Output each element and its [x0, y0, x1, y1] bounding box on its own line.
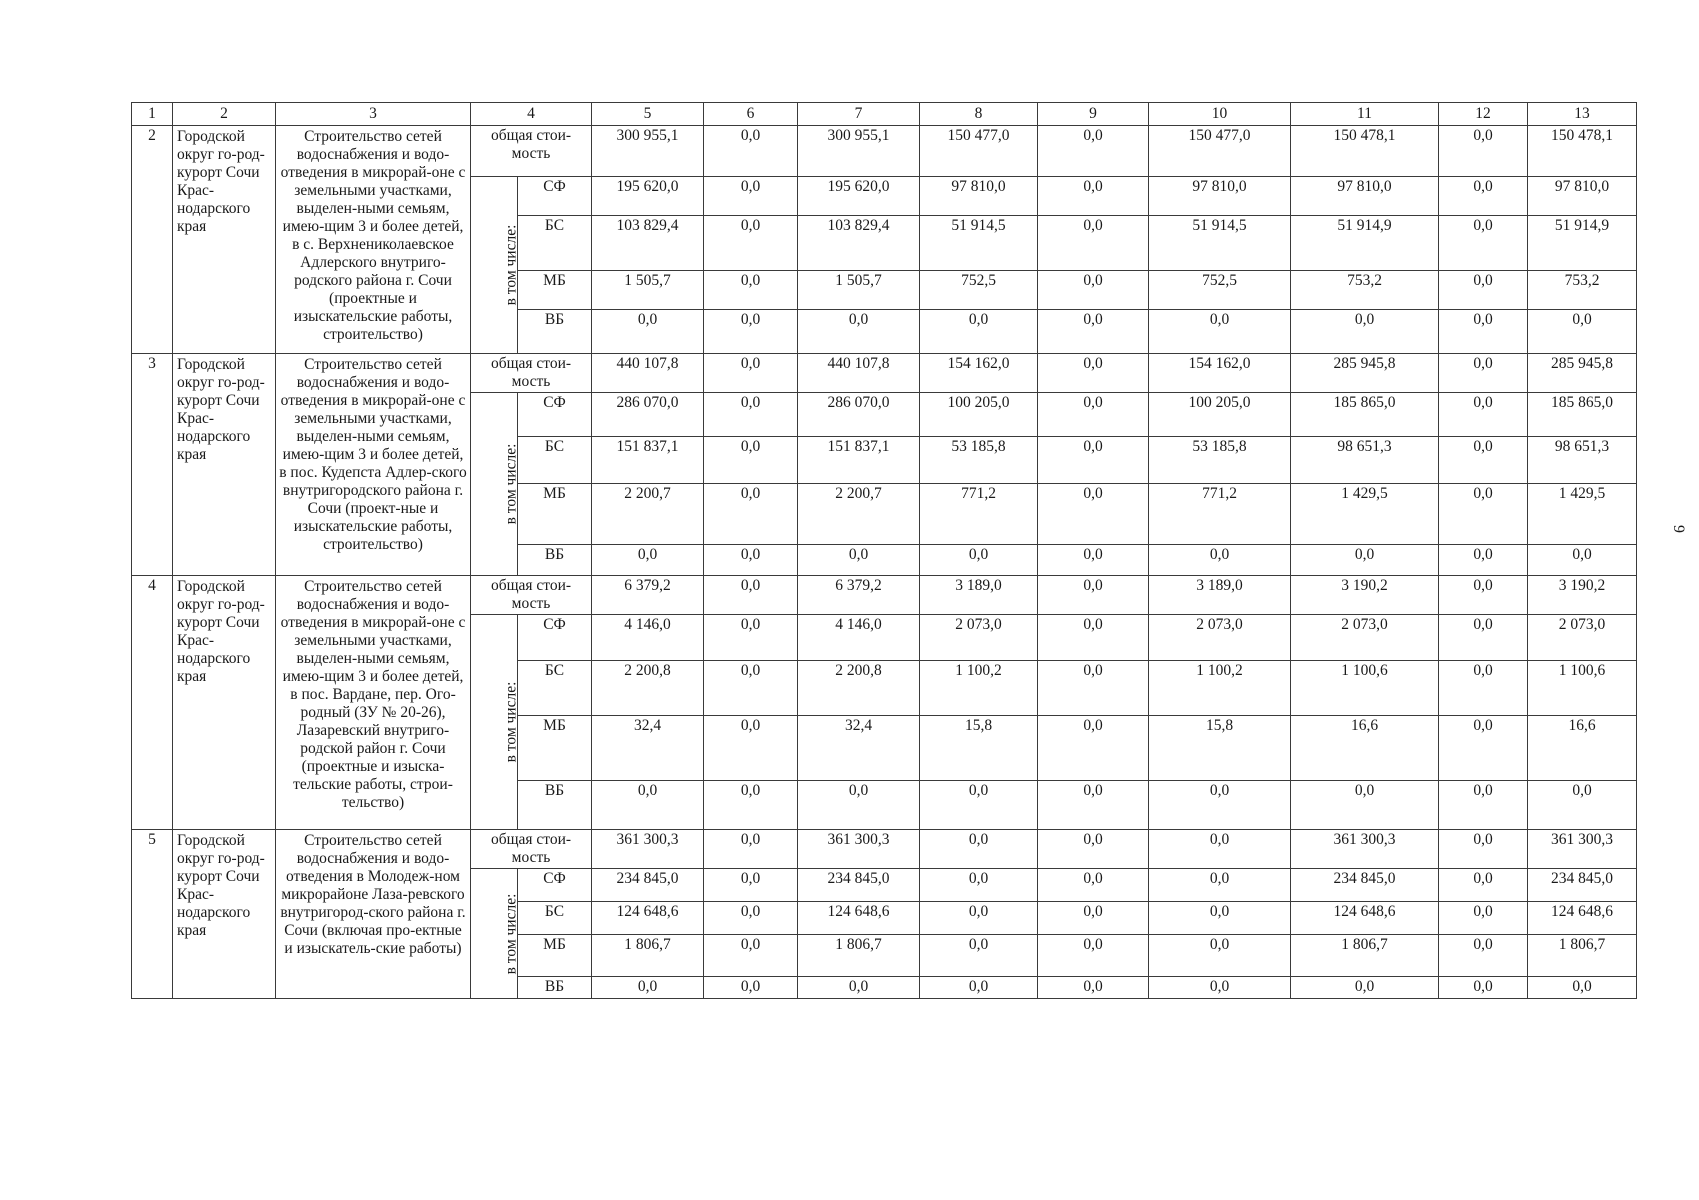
value-cell: 0,0	[1038, 977, 1149, 999]
value-cell: 53 185,8	[920, 437, 1038, 484]
value-cell: 361 300,3	[1528, 830, 1637, 869]
value-cell: 0,0	[1149, 830, 1291, 869]
value-cell: 0,0	[704, 310, 798, 354]
object-row-total	[132, 830, 1637, 869]
funding-source: МБ	[518, 484, 592, 545]
value-cell: 1 429,5	[1528, 484, 1637, 545]
value-cell: 154 162,0	[920, 354, 1038, 393]
value-cell: 0,0	[1528, 545, 1637, 576]
row-number: 3	[132, 354, 173, 576]
value-cell: 0,0	[798, 545, 920, 576]
page-number: 9	[1670, 525, 1687, 533]
value-cell: 0,0	[1291, 781, 1439, 830]
value-cell: 16,6	[1528, 716, 1637, 781]
value-cell: 1 806,7	[1291, 935, 1439, 977]
value-cell: 771,2	[1149, 484, 1291, 545]
value-cell: 0,0	[1291, 977, 1439, 999]
value-cell: 0,0	[1149, 869, 1291, 902]
value-cell: 124 648,6	[1291, 902, 1439, 935]
funding-source: СФ	[518, 869, 592, 902]
value-cell: 51 914,5	[920, 216, 1038, 271]
funding-source: БС	[518, 661, 592, 716]
value-cell: 1 806,7	[798, 935, 920, 977]
value-cell: 154 162,0	[1149, 354, 1291, 393]
object-description: Строительство сетей водоснабжения и водо-отведения в микрорай-оне с земельными участками, выделен-ными семьям, имею-щим 3 и более детей, в пос. Вардане, пер. Ого-родный (ЗУ № 20-26), Лазаревский внутриго-родской район г. Сочи (проектные и изыска-тельские работы, строи-тельство)	[276, 576, 471, 830]
value-cell: 0,0	[592, 310, 704, 354]
value-cell: 0,0	[1439, 977, 1528, 999]
value-cell: 0,0	[704, 615, 798, 661]
value-cell: 0,0	[1038, 902, 1149, 935]
value-cell: 286 070,0	[592, 393, 704, 437]
value-cell: 0,0	[704, 393, 798, 437]
value-cell: 0,0	[1439, 271, 1528, 310]
funding-source: ВБ	[518, 545, 592, 576]
value-cell: 752,5	[1149, 271, 1291, 310]
row-number: 2	[132, 126, 173, 354]
value-cell: 440 107,8	[798, 354, 920, 393]
value-cell: 300 955,1	[798, 126, 920, 177]
value-cell: 124 648,6	[1528, 902, 1637, 935]
value-cell: 0,0	[1439, 393, 1528, 437]
value-cell: 285 945,8	[1528, 354, 1637, 393]
value-cell: 0,0	[920, 977, 1038, 999]
value-cell: 6 379,2	[592, 576, 704, 615]
value-cell: 97 810,0	[920, 177, 1038, 216]
value-cell: 753,2	[1528, 271, 1637, 310]
col-header: 8	[920, 103, 1038, 126]
region-cell: Городской округ го-род-курорт Сочи Крас-нодарского края	[173, 126, 276, 354]
funding-source: ВБ	[518, 310, 592, 354]
value-cell: 3 190,2	[1528, 576, 1637, 615]
value-cell: 98 651,3	[1291, 437, 1439, 484]
value-cell: 2 073,0	[1528, 615, 1637, 661]
value-cell: 0,0	[1439, 354, 1528, 393]
object-description: Строительство сетей водоснабжения и водо-отведения в микрорай-оне с земельными участками, выделен-ными семьям, имею-щим 3 и более детей, в пос. Кудепста Адлер-ского внутригородского района г. Сочи (проект-ные и изыскательские работы, строительство)	[276, 354, 471, 576]
value-cell: 0,0	[1038, 216, 1149, 271]
value-cell: 3 189,0	[920, 576, 1038, 615]
value-cell: 1 505,7	[798, 271, 920, 310]
value-cell: 0,0	[1038, 781, 1149, 830]
value-cell: 0,0	[1038, 935, 1149, 977]
funding-source: ВБ	[518, 977, 592, 999]
value-cell: 0,0	[704, 177, 798, 216]
value-cell: 0,0	[1149, 977, 1291, 999]
value-cell: 0,0	[704, 935, 798, 977]
value-cell: 0,0	[1038, 869, 1149, 902]
value-cell: 195 620,0	[798, 177, 920, 216]
value-cell: 0,0	[1439, 545, 1528, 576]
value-cell: 440 107,8	[592, 354, 704, 393]
value-cell: 51 914,9	[1291, 216, 1439, 271]
funding-source: БС	[518, 216, 592, 271]
value-cell: 0,0	[1149, 310, 1291, 354]
value-cell: 0,0	[1038, 437, 1149, 484]
value-cell: 0,0	[704, 354, 798, 393]
value-cell: 2 200,7	[592, 484, 704, 545]
value-cell: 0,0	[704, 576, 798, 615]
value-cell: 1 429,5	[1291, 484, 1439, 545]
col-header: 6	[704, 103, 798, 126]
col-header: 3	[276, 103, 471, 126]
value-cell: 51 914,5	[1149, 216, 1291, 271]
value-cell: 0,0	[1439, 781, 1528, 830]
value-cell: 0,0	[1038, 310, 1149, 354]
value-cell: 0,0	[1038, 615, 1149, 661]
object-row-total	[132, 354, 1637, 393]
value-cell: 234 845,0	[798, 869, 920, 902]
value-cell: 0,0	[1291, 310, 1439, 354]
value-cell: 286 070,0	[798, 393, 920, 437]
col-header: 2	[173, 103, 276, 126]
value-cell: 0,0	[920, 869, 1038, 902]
value-cell: 0,0	[1439, 830, 1528, 869]
total-cost-label: общая стои-мость	[471, 576, 592, 615]
value-cell: 0,0	[798, 977, 920, 999]
value-cell: 0,0	[704, 869, 798, 902]
value-cell: 361 300,3	[1291, 830, 1439, 869]
row-number: 4	[132, 576, 173, 830]
value-cell: 0,0	[1038, 354, 1149, 393]
value-cell: 0,0	[1528, 977, 1637, 999]
funding-source: МБ	[518, 716, 592, 781]
funding-source: ВБ	[518, 781, 592, 830]
value-cell: 0,0	[798, 310, 920, 354]
value-cell: 300 955,1	[592, 126, 704, 177]
value-cell: 97 810,0	[1528, 177, 1637, 216]
column-number-row	[132, 103, 1637, 126]
value-cell: 124 648,6	[592, 902, 704, 935]
funding-source: СФ	[518, 177, 592, 216]
funding-source: БС	[518, 902, 592, 935]
funding-source: МБ	[518, 935, 592, 977]
value-cell: 3 190,2	[1291, 576, 1439, 615]
value-cell: 0,0	[1038, 393, 1149, 437]
col-header: 1	[132, 103, 173, 126]
value-cell: 0,0	[1528, 310, 1637, 354]
value-cell: 98 651,3	[1528, 437, 1637, 484]
including-label: в том числе:	[471, 177, 518, 354]
funding-source: СФ	[518, 615, 592, 661]
col-header: 7	[798, 103, 920, 126]
value-cell: 361 300,3	[592, 830, 704, 869]
object-row-total	[132, 576, 1637, 615]
value-cell: 0,0	[920, 935, 1038, 977]
value-cell: 0,0	[1439, 576, 1528, 615]
col-header: 13	[1528, 103, 1637, 126]
value-cell: 150 477,0	[920, 126, 1038, 177]
value-cell: 0,0	[1038, 484, 1149, 545]
value-cell: 1 505,7	[592, 271, 704, 310]
funding-source: БС	[518, 437, 592, 484]
value-cell: 53 185,8	[1149, 437, 1291, 484]
value-cell: 361 300,3	[798, 830, 920, 869]
region-cell: Городской округ го-род-курорт Сочи Крас-нодарского края	[173, 830, 276, 999]
value-cell: 151 837,1	[592, 437, 704, 484]
value-cell: 195 620,0	[592, 177, 704, 216]
value-cell: 0,0	[704, 661, 798, 716]
value-cell: 752,5	[920, 271, 1038, 310]
value-cell: 0,0	[1038, 545, 1149, 576]
value-cell: 1 100,2	[1149, 661, 1291, 716]
value-cell: 0,0	[704, 437, 798, 484]
value-cell: 32,4	[592, 716, 704, 781]
value-cell: 0,0	[1149, 935, 1291, 977]
value-cell: 6 379,2	[798, 576, 920, 615]
value-cell: 0,0	[1439, 437, 1528, 484]
value-cell: 234 845,0	[1528, 869, 1637, 902]
region-cell: Городской округ го-род-курорт Сочи Крас-нодарского края	[173, 354, 276, 576]
value-cell: 1 806,7	[1528, 935, 1637, 977]
value-cell: 185 865,0	[1291, 393, 1439, 437]
value-cell: 1 100,2	[920, 661, 1038, 716]
value-cell: 0,0	[1439, 310, 1528, 354]
value-cell: 0,0	[704, 545, 798, 576]
value-cell: 0,0	[1038, 716, 1149, 781]
value-cell: 0,0	[1149, 781, 1291, 830]
value-cell: 0,0	[1149, 902, 1291, 935]
value-cell: 150 478,1	[1528, 126, 1637, 177]
value-cell: 0,0	[592, 781, 704, 830]
value-cell: 753,2	[1291, 271, 1439, 310]
value-cell: 97 810,0	[1149, 177, 1291, 216]
value-cell: 2 200,8	[592, 661, 704, 716]
value-cell: 0,0	[1528, 781, 1637, 830]
value-cell: 234 845,0	[592, 869, 704, 902]
col-header: 12	[1439, 103, 1528, 126]
region-cell: Городской округ го-род-курорт Сочи Крас-нодарского края	[173, 576, 276, 830]
row-number: 5	[132, 830, 173, 999]
value-cell: 0,0	[704, 830, 798, 869]
value-cell: 0,0	[1291, 545, 1439, 576]
value-cell: 0,0	[704, 977, 798, 999]
value-cell: 100 205,0	[1149, 393, 1291, 437]
value-cell: 0,0	[1439, 216, 1528, 271]
value-cell: 0,0	[1149, 545, 1291, 576]
col-header: 11	[1291, 103, 1439, 126]
value-cell: 0,0	[704, 216, 798, 271]
value-cell: 4 146,0	[798, 615, 920, 661]
value-cell: 0,0	[1038, 271, 1149, 310]
value-cell: 234 845,0	[1291, 869, 1439, 902]
including-label: в том числе:	[471, 393, 518, 576]
total-cost-label: общая стои-мость	[471, 126, 592, 177]
value-cell: 32,4	[798, 716, 920, 781]
value-cell: 0,0	[1038, 830, 1149, 869]
value-cell: 0,0	[1439, 177, 1528, 216]
value-cell: 0,0	[704, 781, 798, 830]
value-cell: 3 189,0	[1149, 576, 1291, 615]
value-cell: 0,0	[1439, 902, 1528, 935]
value-cell: 124 648,6	[798, 902, 920, 935]
value-cell: 0,0	[704, 484, 798, 545]
object-description: Строительство сетей водоснабжения и водо-отведения в Молодеж-ном микрорайоне Лаза-ревского внутригород-ского района г. Сочи (включая про-ектные и изыскатель-ские работы)	[276, 830, 471, 999]
value-cell: 0,0	[1439, 935, 1528, 977]
including-label: в том числе:	[471, 615, 518, 830]
value-cell: 100 205,0	[920, 393, 1038, 437]
value-cell: 150 477,0	[1149, 126, 1291, 177]
value-cell: 771,2	[920, 484, 1038, 545]
total-cost-label: общая стои-мость	[471, 830, 592, 869]
value-cell: 0,0	[1038, 661, 1149, 716]
value-cell: 0,0	[1439, 484, 1528, 545]
value-cell: 0,0	[1038, 177, 1149, 216]
value-cell: 0,0	[920, 310, 1038, 354]
value-cell: 2 073,0	[1291, 615, 1439, 661]
value-cell: 0,0	[704, 902, 798, 935]
value-cell: 2 073,0	[1149, 615, 1291, 661]
value-cell: 150 478,1	[1291, 126, 1439, 177]
value-cell: 97 810,0	[1291, 177, 1439, 216]
col-header: 4	[471, 103, 592, 126]
value-cell: 0,0	[920, 781, 1038, 830]
value-cell: 16,6	[1291, 716, 1439, 781]
financing-table	[131, 102, 1637, 999]
funding-source: СФ	[518, 393, 592, 437]
value-cell: 0,0	[704, 716, 798, 781]
object-row-total	[132, 126, 1637, 177]
value-cell: 103 829,4	[592, 216, 704, 271]
value-cell: 185 865,0	[1528, 393, 1637, 437]
value-cell: 15,8	[920, 716, 1038, 781]
col-header: 5	[592, 103, 704, 126]
value-cell: 0,0	[592, 545, 704, 576]
value-cell: 0,0	[798, 781, 920, 830]
value-cell: 1 806,7	[592, 935, 704, 977]
value-cell: 0,0	[704, 271, 798, 310]
value-cell: 0,0	[1038, 126, 1149, 177]
including-label: в том числе:	[471, 869, 518, 999]
value-cell: 1 100,6	[1528, 661, 1637, 716]
value-cell: 2 200,8	[798, 661, 920, 716]
value-cell: 0,0	[1439, 126, 1528, 177]
value-cell: 0,0	[704, 126, 798, 177]
total-cost-label: общая стои-мость	[471, 354, 592, 393]
value-cell: 151 837,1	[798, 437, 920, 484]
value-cell: 0,0	[1439, 869, 1528, 902]
value-cell: 0,0	[1439, 661, 1528, 716]
value-cell: 1 100,6	[1291, 661, 1439, 716]
value-cell: 0,0	[592, 977, 704, 999]
value-cell: 4 146,0	[592, 615, 704, 661]
value-cell: 0,0	[1439, 716, 1528, 781]
value-cell: 0,0	[920, 545, 1038, 576]
value-cell: 0,0	[1439, 615, 1528, 661]
value-cell: 2 073,0	[920, 615, 1038, 661]
value-cell: 103 829,4	[798, 216, 920, 271]
value-cell: 285 945,8	[1291, 354, 1439, 393]
funding-source: МБ	[518, 271, 592, 310]
col-header: 9	[1038, 103, 1149, 126]
value-cell: 15,8	[1149, 716, 1291, 781]
value-cell: 0,0	[920, 902, 1038, 935]
value-cell: 51 914,9	[1528, 216, 1637, 271]
value-cell: 0,0	[1038, 576, 1149, 615]
col-header: 10	[1149, 103, 1291, 126]
value-cell: 2 200,7	[798, 484, 920, 545]
object-description: Строительство сетей водоснабжения и водо-отведения в микрорай-оне с земельными участками, выделен-ными семьям, имею-щим 3 и более детей, в с. Верхнениколаевское Адлерского внутриго-родского района г. Сочи (проектные и изыскательские работы, строительство)	[276, 126, 471, 354]
value-cell: 0,0	[920, 830, 1038, 869]
